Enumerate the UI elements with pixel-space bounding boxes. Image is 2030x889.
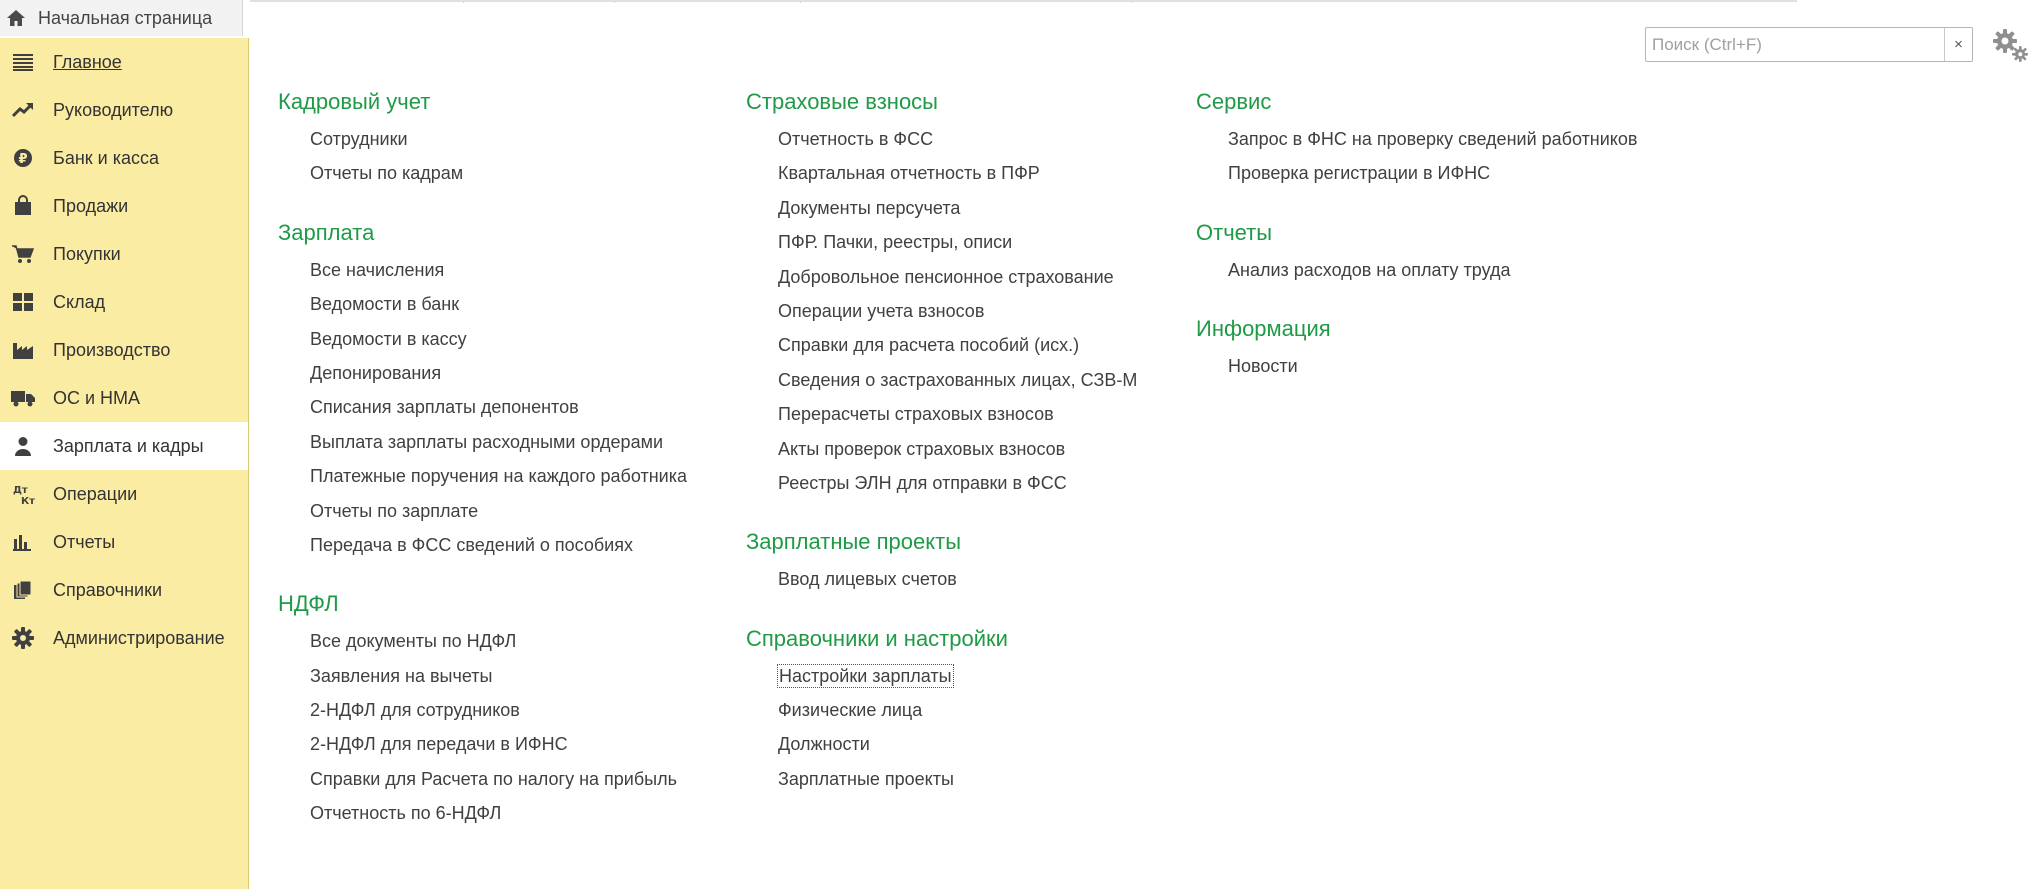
sidebar-item[interactable] <box>0 614 248 662</box>
nav-link[interactable] <box>278 693 688 727</box>
nav-link[interactable] <box>278 528 688 562</box>
nav-link[interactable] <box>746 432 1138 466</box>
nav-link-label: Физические лица <box>778 700 923 721</box>
search-clear-button[interactable]: × <box>1944 28 1972 61</box>
nav-link-label: Перерасчеты страховых взносов <box>778 404 1054 425</box>
nav-link[interactable] <box>278 659 688 693</box>
svg-text:Дт: Дт <box>13 485 28 496</box>
shopping-bag-icon <box>11 194 35 218</box>
sidebar-item[interactable] <box>0 86 248 134</box>
nav-link-label: Платежные поручения на каждого работника <box>310 466 687 487</box>
person-icon <box>11 434 35 458</box>
home-icon <box>5 7 27 29</box>
nav-link-label: Передача в ФСС сведений о пособиях <box>310 534 633 555</box>
nav-link[interactable] <box>746 260 1138 294</box>
nav-link-label: ПФР. Пачки, реестры, описи <box>778 232 1013 253</box>
nav-link-label: Справки для расчета пособий (исх.) <box>778 335 1080 356</box>
sidebar-item[interactable] <box>0 566 248 614</box>
nav-link[interactable] <box>278 796 688 830</box>
tab-home-label: Начальная страница <box>38 7 213 28</box>
nav-link[interactable] <box>746 363 1138 397</box>
sidebar <box>0 38 249 889</box>
sidebar-item-label: Покупки <box>53 243 121 264</box>
sidebar-item-label: Продажи <box>53 195 129 216</box>
sidebar-item[interactable] <box>0 230 248 278</box>
sidebar-item[interactable] <box>0 470 248 518</box>
cart-icon <box>11 242 35 266</box>
nav-link[interactable] <box>746 466 1138 500</box>
sidebar-item[interactable] <box>0 134 248 182</box>
section-gap <box>278 191 688 213</box>
nav-link[interactable] <box>746 659 1138 693</box>
ruble-coin-icon <box>11 146 35 170</box>
books-icon <box>11 578 35 602</box>
nav-link-label: Отчеты по зарплате <box>310 500 479 521</box>
sidebar-item-label: Главное <box>53 51 122 72</box>
nav-link-label: Сведения о застрахованных лицах, СЗВ-М <box>778 369 1138 390</box>
tab-home[interactable] <box>0 0 243 36</box>
nav-link-label: Сотрудники <box>310 129 408 149</box>
nav-link[interactable] <box>746 156 1138 190</box>
nav-link[interactable] <box>746 328 1138 362</box>
sidebar-item-label: Руководителю <box>53 99 174 120</box>
warehouse-grid-icon <box>11 290 35 314</box>
sidebar-item-label: Склад <box>53 291 106 312</box>
dt-kt-icon <box>11 482 35 506</box>
factory-icon <box>11 338 35 362</box>
nav-link-label: Проверка регистрации в ИФНС <box>1228 163 1491 184</box>
sidebar-item[interactable] <box>0 374 248 422</box>
section-title: Отчеты <box>1196 219 1273 245</box>
nav-link[interactable] <box>278 459 688 493</box>
search-input[interactable] <box>1646 28 1944 61</box>
main-content <box>250 0 1963 889</box>
svg-text:Кт: Кт <box>21 496 35 507</box>
settings-gear-icon[interactable] <box>1990 26 2030 62</box>
nav-link[interactable] <box>278 624 688 658</box>
sidebar-item-label: Операции <box>53 483 138 504</box>
sidebar-item-label: Отчеты <box>53 531 116 552</box>
nav-link[interactable] <box>746 727 1138 761</box>
sidebar-item-label: Зарплата и кадры <box>53 435 204 456</box>
nav-link[interactable] <box>746 762 1138 796</box>
nav-link[interactable] <box>278 390 688 424</box>
svg-text:₽: ₽ <box>18 152 28 167</box>
nav-link-label: Отчеты по кадрам <box>310 163 464 184</box>
sidebar-item-label: Справочники <box>53 579 163 600</box>
section-title: Справочники и настройки <box>746 625 1008 651</box>
nav-link[interactable] <box>278 287 688 321</box>
nav-link[interactable] <box>278 762 688 796</box>
bar-chart-icon <box>11 530 35 554</box>
truck-icon <box>11 386 35 410</box>
nav-link[interactable] <box>278 253 688 287</box>
trend-up-icon <box>11 98 35 122</box>
nav-link[interactable] <box>278 425 688 459</box>
sidebar-item[interactable] <box>0 326 248 374</box>
nav-link[interactable] <box>278 322 688 356</box>
nav-link-label: Реестры ЭЛН для отправки в ФСС <box>778 472 1067 493</box>
nav-link-label: Отчетность в ФСС <box>778 129 934 149</box>
nav-link-label: Настройки зарплаты <box>779 665 952 686</box>
sidebar-item-label: ОС и НМА <box>53 387 141 408</box>
nav-link-label: 2-НДФЛ для передачи в ИФНС <box>310 734 568 755</box>
nav-link-label: Запрос в ФНС на проверку сведений работников <box>1228 129 1638 149</box>
sidebar-item[interactable] <box>0 182 248 230</box>
nav-link[interactable] <box>278 156 688 190</box>
nav-link[interactable] <box>1196 253 1638 287</box>
sidebar-item-label: Банк и касса <box>53 147 159 168</box>
nav-link[interactable] <box>278 727 688 761</box>
nav-link[interactable] <box>746 191 1138 225</box>
section-gap <box>1196 191 1638 213</box>
sidebar-item[interactable] <box>0 38 248 86</box>
sidebar-item-label: Администрирование <box>53 627 225 648</box>
nav-link-label: Должности <box>778 734 870 755</box>
search-box <box>1645 27 1973 62</box>
nav-link-label: 2-НДФЛ для сотрудников <box>310 700 520 721</box>
section-title: Страховые взносы <box>746 89 938 114</box>
nav-link[interactable] <box>746 294 1138 328</box>
nav-link[interactable] <box>1196 122 1638 156</box>
nav-link[interactable] <box>1196 349 1638 383</box>
section-title: Информация <box>1196 316 1331 342</box>
sidebar-item[interactable] <box>0 518 248 566</box>
nav-link-label: Квартальная отчетность в ПФР <box>778 163 1040 184</box>
column-1 <box>278 82 688 831</box>
nav-link-label: Списания зарплаты депонентов <box>310 397 579 418</box>
section-title: НДФЛ <box>278 591 339 617</box>
nav-link-label: Отчетность по 6-НДФЛ <box>310 803 502 824</box>
nav-link-label: Новости <box>1228 356 1298 377</box>
sidebar-item[interactable] <box>0 422 248 470</box>
nav-link[interactable] <box>1196 156 1638 190</box>
nav-link-label: Депонирования <box>310 362 442 383</box>
nav-link[interactable] <box>278 122 688 156</box>
section-gap <box>278 562 688 584</box>
nav-link-label: Ведомости в кассу <box>310 328 467 349</box>
nav-link[interactable] <box>746 693 1138 727</box>
nav-link[interactable] <box>746 122 1138 156</box>
menu-lines-icon <box>11 50 35 74</box>
section-title: Кадровый учет <box>278 89 431 114</box>
nav-link[interactable] <box>278 356 688 390</box>
nav-link-label: Ввод лицевых счетов <box>778 569 957 590</box>
section-gap <box>746 500 1138 522</box>
nav-link[interactable] <box>746 562 1138 596</box>
sidebar-item[interactable] <box>0 278 248 326</box>
section-title: Зарплата <box>278 219 375 245</box>
nav-link-label: Анализ расходов на оплату труда <box>1228 259 1511 280</box>
nav-link-label: Акты проверок страховых взносов <box>778 438 1066 459</box>
nav-link-label: Все начисления <box>310 259 445 280</box>
nav-link-label: Заявления на вычеты <box>310 665 493 686</box>
gear-icon <box>11 626 35 650</box>
nav-link[interactable] <box>746 225 1138 259</box>
column-3 <box>1196 82 1638 384</box>
nav-link-label: Документы персучета <box>778 197 961 218</box>
column-2 <box>746 82 1138 796</box>
nav-link[interactable] <box>278 494 688 528</box>
nav-link[interactable] <box>746 397 1138 431</box>
nav-link-label: Справки для Расчета по налогу на прибыль <box>310 768 677 789</box>
nav-link-label: Выплата зарплаты расходными ордерами <box>310 431 664 452</box>
section-title: Зарплатные проекты <box>746 529 962 555</box>
nav-link-label: Ведомости в банк <box>310 294 460 315</box>
nav-link-label: Добровольное пенсионное страхование <box>778 266 1114 287</box>
sidebar-item-label: Производство <box>53 339 171 360</box>
nav-link-label: Все документы по НДФЛ <box>310 631 517 652</box>
nav-link-label: Операции учета взносов <box>778 300 985 321</box>
section-gap <box>746 597 1138 619</box>
section-gap <box>1196 287 1638 309</box>
nav-link-label: Зарплатные проекты <box>778 768 954 789</box>
section-title: Сервис <box>1196 89 1272 114</box>
